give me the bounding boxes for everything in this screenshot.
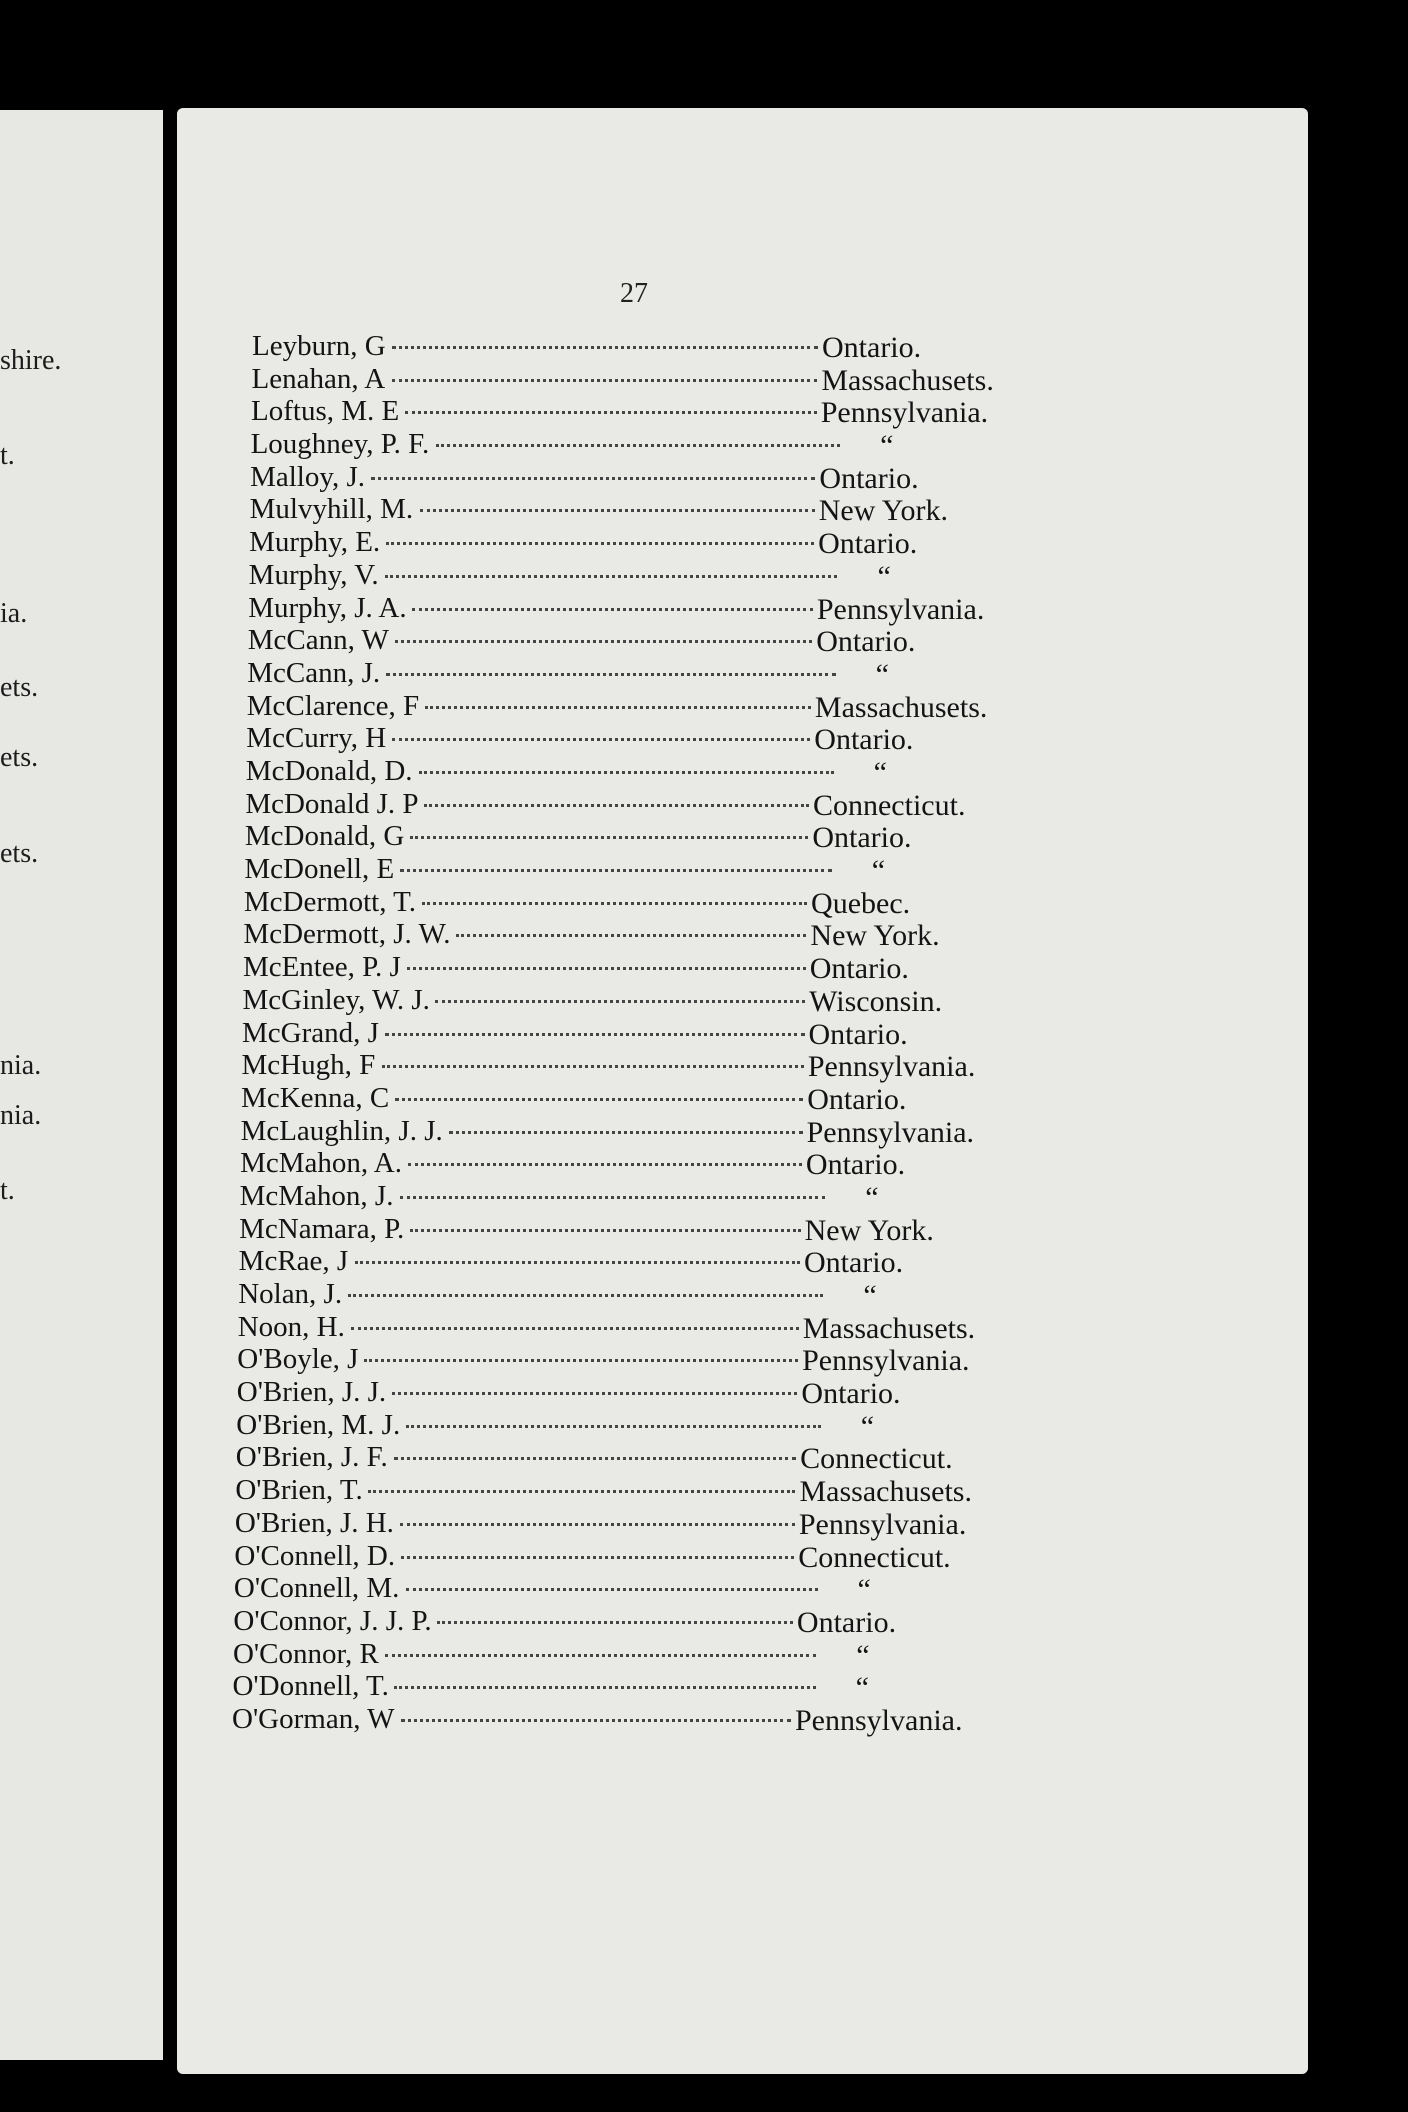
directory-entry bbox=[236, 1409, 1408, 1441]
entry-name: O'Brien, T. bbox=[235, 1474, 363, 1507]
entry-place: Connecticut. bbox=[800, 1442, 953, 1476]
entry-place: Ontario. bbox=[818, 527, 918, 561]
entry-place: New York. bbox=[804, 1213, 934, 1247]
ditto-mark: “ bbox=[863, 1279, 877, 1313]
entry-name: McClarence, F bbox=[246, 689, 420, 722]
entry-place: Ontario. bbox=[803, 1246, 904, 1280]
directory-entry bbox=[240, 1147, 1408, 1182]
dot-leader bbox=[400, 1519, 795, 1526]
entry-place: Pennsylvania. bbox=[802, 1344, 970, 1378]
dot-leader bbox=[382, 1061, 804, 1068]
facing-page-text: ia. bbox=[0, 598, 28, 629]
directory-entry bbox=[242, 1017, 1408, 1049]
dot-leader bbox=[412, 604, 813, 611]
dot-leader bbox=[351, 1323, 799, 1330]
entry-name: Murphy, V. bbox=[248, 558, 379, 591]
entry-name: Leyburn, G bbox=[252, 330, 386, 362]
entry-place: Ontario. bbox=[805, 1148, 906, 1182]
dot-leader bbox=[385, 1650, 816, 1657]
dot-leader bbox=[385, 1029, 805, 1036]
entry-name: McLaughlin, J. J. bbox=[240, 1114, 443, 1147]
entry-place: Massachusets. bbox=[821, 363, 994, 397]
directory-entry bbox=[235, 1507, 1408, 1539]
entry-place: Ontario. bbox=[819, 461, 919, 495]
dot-leader bbox=[422, 898, 807, 905]
entry-name: O'Brien, J. J. bbox=[236, 1376, 387, 1409]
dot-leader bbox=[449, 1127, 803, 1134]
entry-place: Connecticut. bbox=[798, 1540, 951, 1574]
directory-entry bbox=[249, 559, 1408, 591]
dot-leader bbox=[435, 996, 805, 1003]
entry-name: O'Connell, M. bbox=[233, 1572, 400, 1605]
page-gutter bbox=[163, 100, 177, 2080]
dot-leader bbox=[355, 1257, 800, 1264]
directory-entry bbox=[246, 755, 1408, 787]
entry-name: Lenahan, A bbox=[251, 362, 386, 395]
dot-leader bbox=[419, 767, 834, 774]
facing-page-text: ets. bbox=[0, 838, 39, 869]
directory-entry bbox=[242, 951, 1408, 986]
entry-name: O'Connor, J. J. P. bbox=[233, 1604, 432, 1637]
entry-place: Ontario. bbox=[807, 1082, 907, 1116]
entry-name: McDermott, T. bbox=[243, 885, 416, 918]
entry-place: Massachusets. bbox=[814, 690, 988, 724]
entry-name: O'Connor, R bbox=[232, 1637, 379, 1670]
dot-leader bbox=[407, 963, 806, 970]
entry-name: McKenna, C bbox=[241, 1081, 390, 1114]
entry-place: Ontario. bbox=[822, 331, 922, 364]
dot-leader bbox=[420, 505, 815, 512]
dot-leader bbox=[386, 669, 835, 676]
entry-name: McCurry, H bbox=[246, 722, 387, 755]
entry-name: McGinley, W. J. bbox=[242, 983, 430, 1016]
dot-leader bbox=[394, 1682, 815, 1689]
directory-entry bbox=[249, 493, 1408, 528]
entry-name: O'Brien, J. H. bbox=[234, 1506, 394, 1539]
directory-entry bbox=[238, 1245, 1408, 1280]
entry-name: Mulvyhill, M. bbox=[249, 493, 414, 526]
entry-name: McDermott, J. W. bbox=[243, 918, 451, 951]
entry-name: O'Brien, M. J. bbox=[236, 1408, 401, 1441]
entry-name: O'Connell, D. bbox=[234, 1539, 396, 1572]
entry-name: Loftus, M. E bbox=[251, 395, 400, 428]
facing-page-fragment bbox=[0, 110, 163, 2060]
entry-place: Massachusets. bbox=[799, 1475, 972, 1509]
facing-page-text: nia. bbox=[0, 1050, 42, 1081]
dot-leader bbox=[401, 1715, 791, 1722]
directory-entry bbox=[247, 690, 1408, 722]
dot-leader bbox=[386, 538, 814, 545]
dot-leader bbox=[392, 1388, 798, 1395]
dot-leader bbox=[400, 865, 831, 872]
dot-leader bbox=[371, 473, 815, 480]
entry-name: Murphy, E. bbox=[249, 526, 381, 559]
directory-entry bbox=[252, 363, 1408, 395]
ditto-mark: “ bbox=[860, 1409, 875, 1443]
entry-place: Pennsylvania. bbox=[807, 1050, 976, 1084]
dot-leader bbox=[410, 1225, 801, 1232]
entry-name: McEntee, P. J bbox=[242, 951, 401, 984]
directory-entry bbox=[248, 592, 1408, 624]
dot-leader bbox=[395, 1094, 803, 1101]
facing-page-text: nia. bbox=[0, 1100, 42, 1131]
entry-name: O'Gorman, W bbox=[232, 1703, 395, 1735]
facing-page-text: ets. bbox=[0, 672, 39, 703]
directory-entry bbox=[233, 1605, 1408, 1637]
ditto-mark: “ bbox=[865, 1180, 879, 1214]
entry-place: Ontario. bbox=[814, 723, 914, 757]
directory-entry bbox=[250, 428, 1408, 463]
entry-name: O'Brien, J. F. bbox=[235, 1441, 388, 1474]
directory-entry bbox=[238, 1311, 1408, 1343]
entry-place: Ontario. bbox=[816, 625, 916, 659]
entry-place: Ontario. bbox=[796, 1605, 897, 1639]
dot-leader bbox=[400, 1192, 826, 1199]
facing-page-text: shire. bbox=[0, 345, 62, 376]
directory-entry bbox=[241, 1082, 1408, 1114]
entry-place: New York. bbox=[810, 919, 940, 953]
ditto-mark: “ bbox=[871, 854, 886, 888]
entry-place: Ontario. bbox=[809, 952, 909, 986]
directory-entry bbox=[236, 1376, 1408, 1411]
dot-leader bbox=[437, 1617, 793, 1624]
directory-entry bbox=[244, 820, 1408, 855]
entry-name: McMahon, A. bbox=[240, 1147, 403, 1180]
directory-entry bbox=[233, 1572, 1408, 1607]
page-number: 27 bbox=[620, 278, 648, 309]
ditto-mark: “ bbox=[875, 657, 889, 691]
entry-place: New York. bbox=[818, 494, 948, 528]
directory-entry bbox=[238, 1278, 1408, 1313]
directory-entry bbox=[242, 984, 1408, 1016]
entry-place: Massachusets. bbox=[802, 1311, 976, 1345]
directory-entry bbox=[239, 1213, 1408, 1245]
directory-entry bbox=[243, 918, 1408, 953]
entry-place: Ontario. bbox=[808, 1017, 908, 1051]
entry-name: Loughney, P. F. bbox=[250, 428, 430, 461]
entry-name: Murphy, J. A. bbox=[248, 591, 407, 624]
facing-page-text: ets. bbox=[0, 742, 39, 773]
dot-leader bbox=[392, 734, 810, 741]
directory-entry bbox=[244, 853, 1408, 888]
ditto-mark: “ bbox=[880, 429, 894, 463]
directory-entry bbox=[235, 1441, 1408, 1476]
entry-place: Pennsylvania. bbox=[795, 1704, 963, 1737]
entry-name: Nolan, J. bbox=[238, 1278, 343, 1311]
entry-name: Noon, H. bbox=[237, 1310, 345, 1343]
ditto-mark: “ bbox=[857, 1573, 871, 1607]
facing-page-text: t. bbox=[0, 440, 15, 471]
dot-leader bbox=[394, 1453, 796, 1460]
directory-entry bbox=[237, 1343, 1408, 1378]
dot-leader bbox=[425, 702, 811, 709]
entry-name: McMahon, J. bbox=[239, 1179, 394, 1212]
directory-entry bbox=[232, 1703, 1408, 1735]
directory-entry bbox=[251, 395, 1408, 430]
ditto-mark: “ bbox=[873, 755, 887, 789]
directory-entry bbox=[241, 1049, 1408, 1084]
entry-name: McDonald J. P bbox=[245, 787, 419, 820]
directory-entry bbox=[232, 1670, 1408, 1705]
directory-entry bbox=[240, 1180, 1408, 1212]
directory-entry bbox=[234, 1540, 1408, 1572]
dot-leader bbox=[385, 571, 838, 578]
entry-place: Pennsylvania. bbox=[816, 592, 985, 626]
dot-leader bbox=[424, 800, 809, 807]
entry-name: McDonald, D. bbox=[245, 754, 413, 787]
directory-entry bbox=[235, 1474, 1408, 1509]
directory-entry bbox=[241, 1115, 1408, 1147]
entry-name: McRae, J bbox=[238, 1245, 349, 1278]
dot-leader bbox=[392, 375, 818, 382]
entry-place: Pennsylvania. bbox=[798, 1507, 967, 1541]
entry-place: Connecticut. bbox=[812, 788, 966, 822]
entry-name: McDonald, G bbox=[244, 820, 405, 853]
entry-place: Ontario. bbox=[801, 1377, 901, 1411]
entry-name: Malloy, J. bbox=[250, 460, 366, 493]
directory-entry bbox=[247, 624, 1408, 659]
dot-leader bbox=[348, 1290, 823, 1297]
dot-leader bbox=[395, 636, 813, 643]
entry-name: McHugh, F bbox=[241, 1049, 376, 1082]
dot-leader bbox=[364, 1355, 798, 1362]
entry-place: Ontario. bbox=[812, 821, 912, 855]
ditto-mark: “ bbox=[855, 1671, 869, 1705]
directory-entry bbox=[246, 722, 1408, 757]
ditto-mark: “ bbox=[856, 1638, 870, 1672]
dot-leader bbox=[368, 1486, 795, 1493]
dot-leader bbox=[406, 1421, 821, 1428]
dot-leader bbox=[405, 407, 817, 414]
entry-name: McCann, J. bbox=[247, 656, 381, 689]
entry-place: Quebec. bbox=[811, 886, 911, 920]
directory-entry bbox=[250, 461, 1408, 493]
dot-leader bbox=[436, 440, 841, 447]
entry-name: O'Boyle, J bbox=[237, 1343, 359, 1376]
dot-leader bbox=[392, 342, 818, 349]
entry-place: Pennsylvania. bbox=[820, 396, 989, 430]
entry-name: McGrand, J bbox=[242, 1016, 379, 1049]
directory-entry bbox=[252, 330, 1408, 362]
directory-entry bbox=[244, 886, 1408, 918]
directory-entry bbox=[247, 657, 1408, 689]
entry-place: Pennsylvania. bbox=[806, 1115, 975, 1149]
entry-place: Wisconsin. bbox=[809, 984, 943, 1018]
dot-leader bbox=[406, 1584, 818, 1591]
directory-entry bbox=[245, 788, 1408, 820]
ditto-mark: “ bbox=[877, 559, 891, 593]
dot-leader bbox=[401, 1552, 794, 1559]
facing-page-text: t. bbox=[0, 1175, 15, 1206]
dot-leader bbox=[408, 1159, 802, 1166]
entry-name: McNamara, P. bbox=[239, 1212, 405, 1245]
entry-name: McDonell, E bbox=[244, 853, 395, 886]
directory-entry bbox=[249, 526, 1408, 561]
entry-name: McCann, W bbox=[247, 624, 389, 657]
directory-entry bbox=[233, 1638, 1408, 1670]
dot-leader bbox=[456, 930, 806, 937]
dot-leader bbox=[410, 832, 809, 839]
entry-name: O'Donnell, T. bbox=[232, 1670, 389, 1703]
